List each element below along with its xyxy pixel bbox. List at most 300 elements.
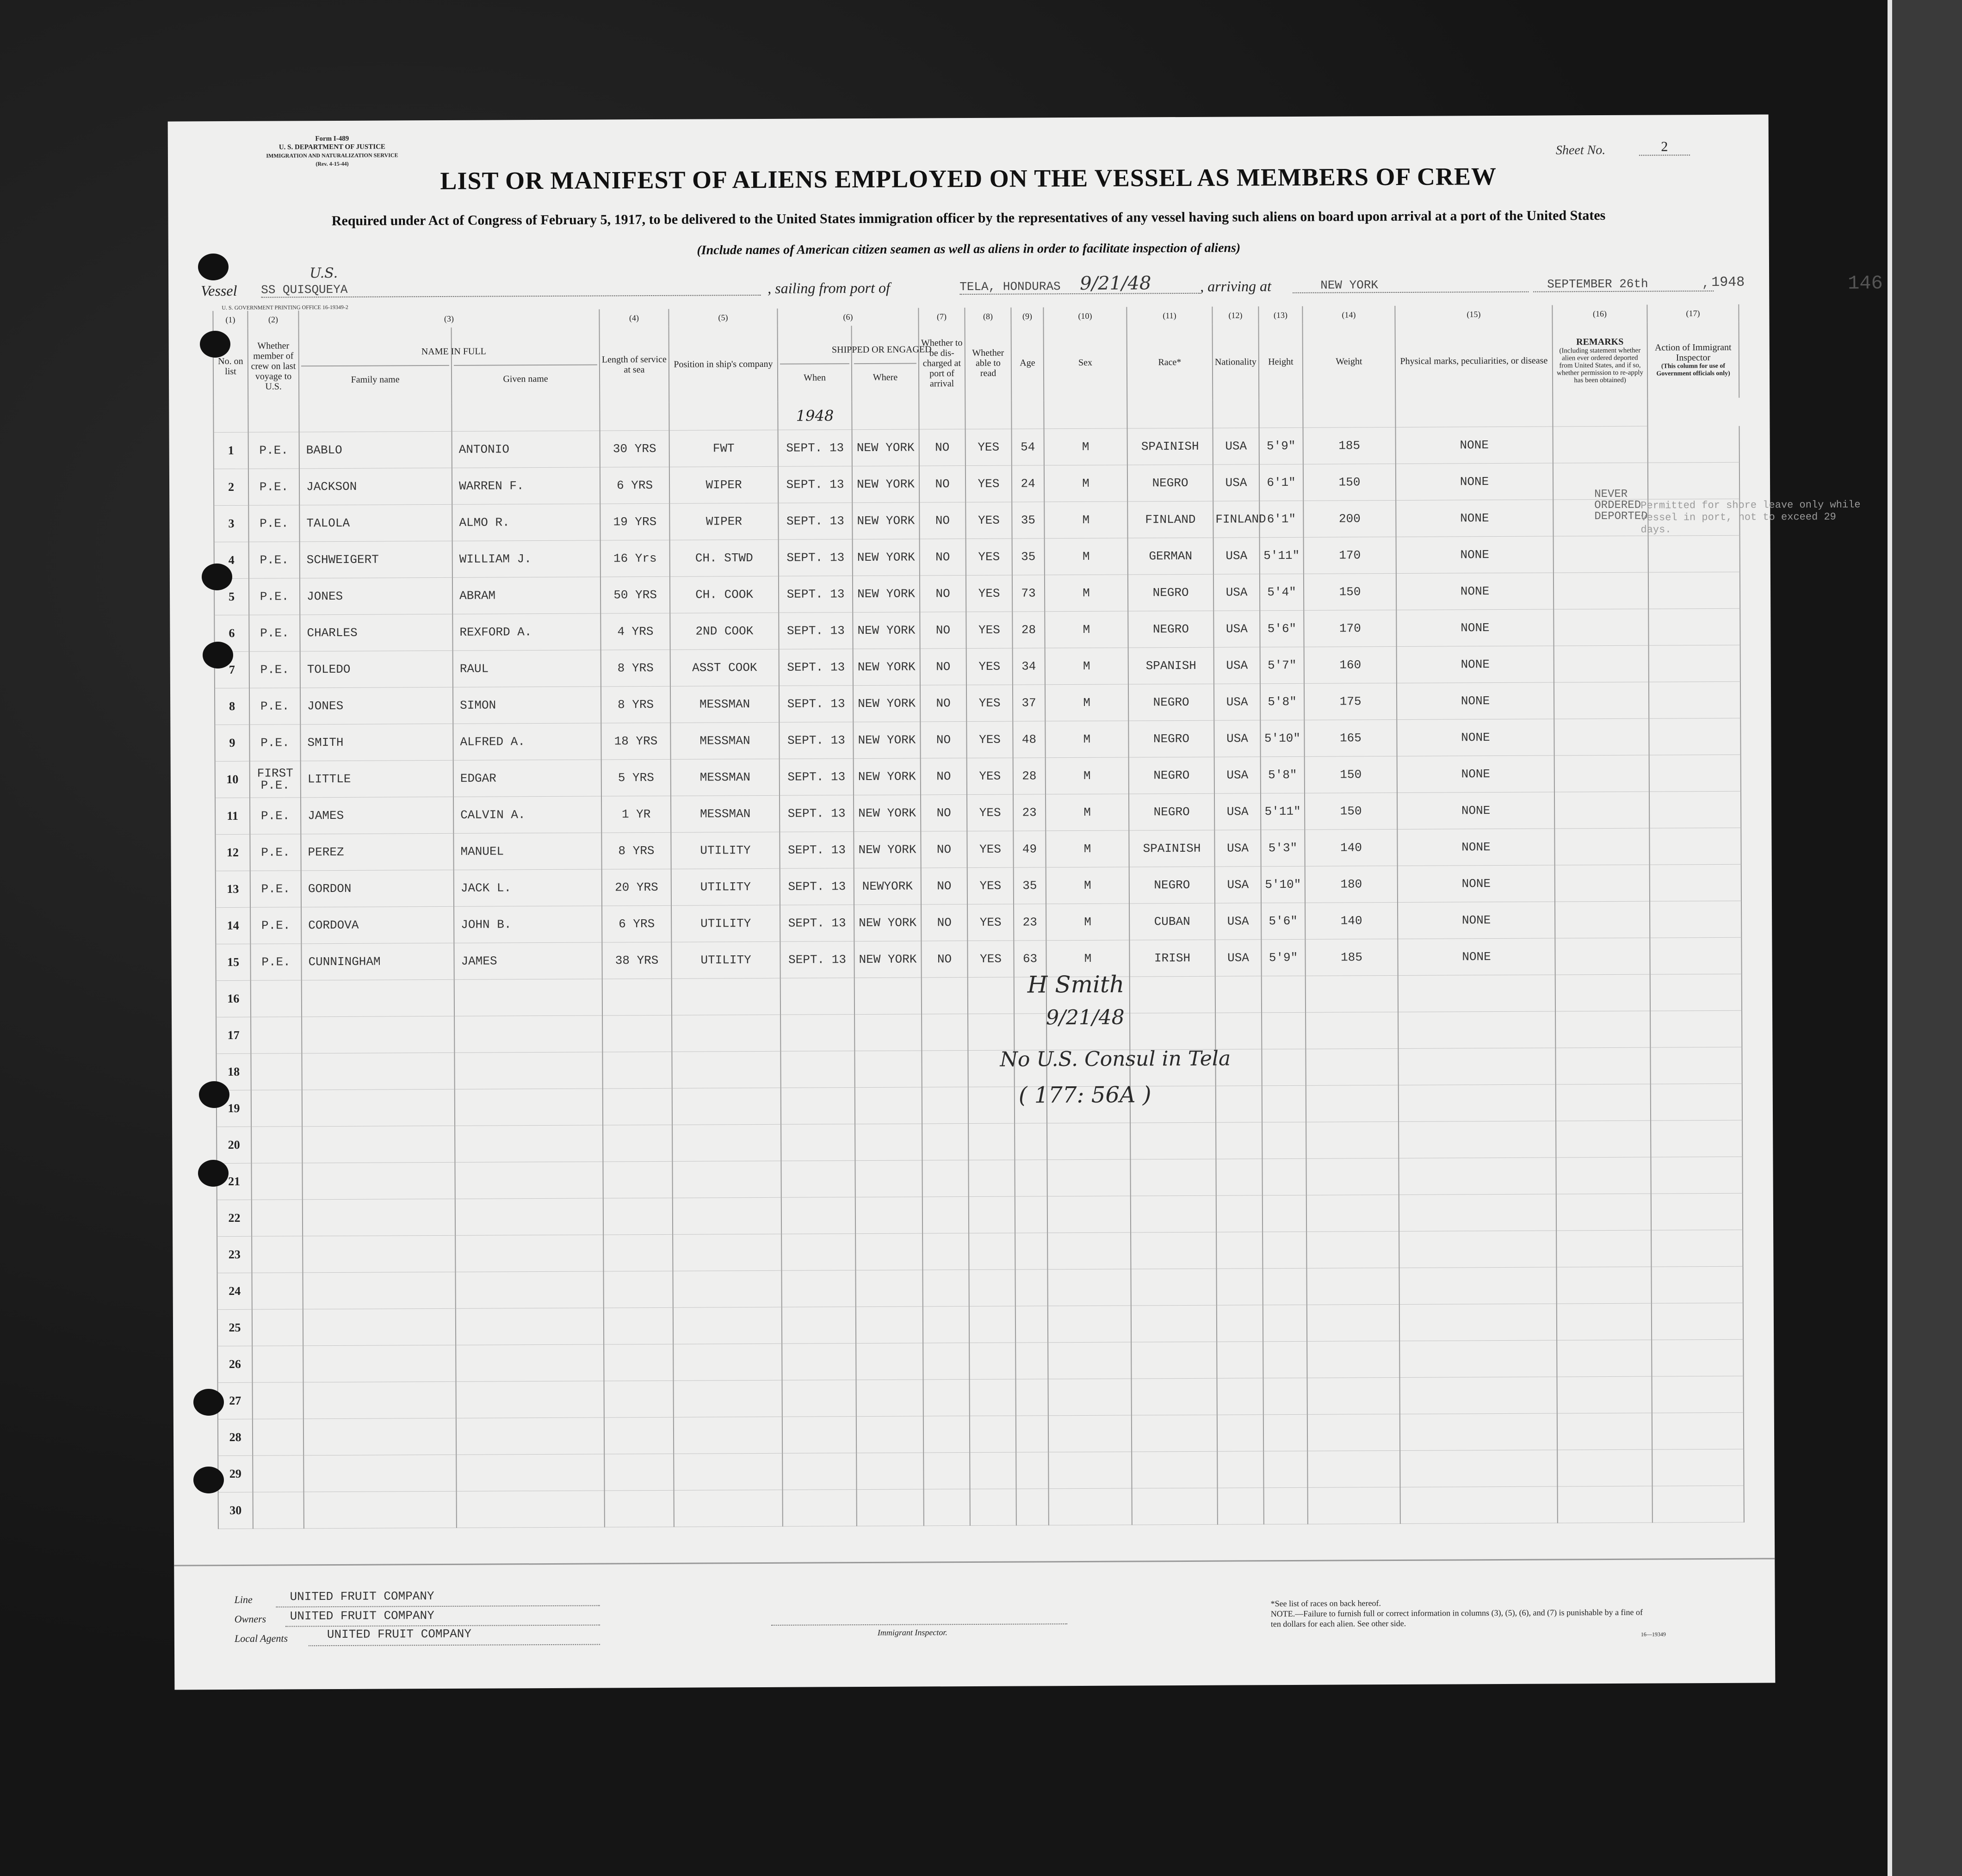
colnum-10: (10) [1043, 307, 1126, 325]
cell-age: 37 [1013, 685, 1045, 721]
header-weight: Weight [1303, 323, 1396, 400]
cell-physical: NONE [1396, 573, 1554, 610]
empty-cell [1306, 1048, 1398, 1085]
empty-cell [782, 1380, 856, 1417]
cell-remarks [1554, 609, 1648, 646]
row-number: 17 [216, 1017, 251, 1053]
empty-cell [303, 1199, 455, 1236]
cell-family: JAMES [301, 797, 453, 834]
header-given-name-label: Given name [454, 365, 597, 384]
cell-position: MESSMAN [671, 759, 780, 796]
empty-cell [253, 1382, 303, 1419]
empty-cell [1015, 1343, 1048, 1379]
cell-race: CUBAN [1129, 903, 1215, 940]
empty-cell [1216, 1195, 1263, 1232]
cell-age: 24 [1012, 465, 1044, 502]
cell-nationality: USA [1213, 428, 1259, 464]
cell-age: 35 [1014, 867, 1046, 904]
empty-cell [1650, 974, 1742, 1011]
remark-shore-leave: Permitted for shore leave only while vessel in port, not to exceed 29 days. [1640, 499, 1861, 536]
punch-hole [198, 1160, 229, 1187]
cell-length: 8 YRS [601, 832, 671, 869]
empty-cell [1307, 1341, 1399, 1378]
empty-cell [674, 1380, 782, 1417]
cell-where: NEW YORK [852, 466, 919, 503]
cell-height: 5'8" [1261, 756, 1305, 793]
empty-cell [1653, 1486, 1744, 1523]
empty-cell [252, 1309, 303, 1346]
empty-cell [454, 979, 602, 1016]
cell-position: UTILITY [671, 868, 780, 905]
document-title: LIST OR MANIFEST OF ALIENS EMPLOYED ON THE VESSEL AS MEMBERS OF CREW [440, 162, 1497, 195]
cell-race: SPAINISH [1129, 830, 1214, 867]
empty-cell [1047, 1159, 1130, 1196]
cell-when: SEPT. 13 [778, 503, 852, 540]
empty-cell [781, 1197, 855, 1234]
empty-cell [1216, 1269, 1263, 1305]
cell-position: WIPER [669, 466, 778, 503]
scan-edge-strip [1888, 0, 1962, 1876]
cell-position: UTILITY [671, 832, 780, 869]
empty-cell [781, 1270, 855, 1307]
empty-cell [1216, 1159, 1262, 1195]
cell-when: SEPT. 13 [779, 539, 853, 576]
cell-race: NEGRO [1128, 684, 1214, 721]
empty-cell [303, 1308, 456, 1345]
empty-cell [602, 1052, 672, 1089]
empty-cell [856, 1453, 923, 1490]
form-revision: (Rev. 4-15-44) [316, 160, 349, 167]
cell-member: P.E. [249, 578, 300, 615]
row-number: 22 [217, 1200, 252, 1236]
empty-cell [922, 1014, 968, 1051]
header-where [852, 325, 919, 402]
empty-cell [970, 1416, 1016, 1452]
cell-family: PEREZ [301, 833, 453, 870]
cell-weight: 170 [1304, 537, 1396, 574]
empty-cell [969, 1269, 1015, 1306]
empty-cell [603, 1088, 672, 1125]
crew-row [216, 864, 1741, 907]
crew-row [215, 718, 1740, 761]
empty-cell [1217, 1342, 1263, 1378]
remark-never-deported: NEVER ORDERED DEPORTED [1594, 488, 1648, 523]
cell-member: P.E. [249, 688, 300, 724]
cell-race: NEGRO [1127, 464, 1213, 502]
empty-cell [1262, 1158, 1306, 1195]
cell-given: ABRAM [452, 577, 600, 614]
cell-when: SEPT. 13 [780, 795, 854, 832]
empty-cell [1556, 1230, 1651, 1267]
empty-cell [604, 1381, 674, 1418]
empty-cell [302, 1053, 454, 1090]
empty-row [218, 1412, 1744, 1455]
empty-cell [1263, 1232, 1306, 1268]
empty-cell [1263, 1378, 1307, 1414]
empty-cell [251, 980, 302, 1017]
empty-cell [923, 1416, 970, 1453]
empty-cell [251, 1053, 302, 1090]
cell-where: NEW YORK [854, 904, 921, 941]
cell-discharged: NO [920, 612, 966, 649]
row-number: 27 [218, 1382, 253, 1419]
cell-when: SEPT. 13 [779, 613, 853, 650]
header-action [1647, 322, 1739, 398]
empty-cell [302, 1089, 455, 1126]
empty-cell [672, 978, 780, 1015]
empty-cell [1399, 1084, 1556, 1121]
empty-cell [855, 1270, 922, 1307]
colnum-6: (6) [777, 308, 918, 326]
cell-nationality: USA [1214, 830, 1261, 867]
cell-read: YES [966, 539, 1012, 575]
gov-printing-note: U. S. GOVERNMENT PRINTING OFFICE 16-19349-2 [222, 303, 348, 311]
empty-row [218, 1449, 1744, 1492]
empty-cell [922, 978, 968, 1014]
empty-cell [1650, 1047, 1742, 1084]
cell-given: ALFRED A. [453, 723, 601, 760]
cell-nationality: USA [1213, 464, 1259, 501]
empty-cell [1307, 1377, 1399, 1414]
cell-weight: 160 [1304, 646, 1397, 683]
empty-cell [922, 1270, 969, 1306]
empty-cell [1131, 1342, 1217, 1379]
cell-family: GORDON [301, 870, 454, 907]
empty-cell [1262, 976, 1306, 1012]
cell-remarks [1554, 792, 1649, 829]
cell-physical: NONE [1397, 755, 1554, 793]
sheet-number: 2 [1639, 139, 1690, 155]
cell-physical: NONE [1396, 463, 1553, 500]
empty-cell [970, 1489, 1016, 1525]
empty-cell [1047, 1269, 1131, 1306]
colnum-9: (9) [1011, 307, 1043, 325]
header-age: Age [1011, 325, 1044, 401]
empty-cell [1307, 1304, 1399, 1341]
empty-cell [855, 1197, 922, 1234]
vessel-name: SS QUISQUEYA [261, 281, 761, 298]
empty-cell [603, 1271, 673, 1308]
empty-cell [252, 1346, 303, 1382]
empty-cell [968, 1014, 1014, 1050]
colnum-2: (2) [248, 310, 298, 328]
empty-cell [1557, 1340, 1652, 1377]
row-number: 12 [215, 834, 250, 871]
empty-cell [923, 1453, 970, 1489]
punch-hole [203, 642, 233, 669]
cell-position: CH. COOK [670, 576, 779, 613]
cell-nationality: FINLAND [1213, 501, 1259, 538]
row-number: 7 [215, 651, 249, 688]
empty-cell [1399, 1377, 1557, 1414]
cell-weight: 185 [1303, 427, 1396, 464]
cell-action [1650, 937, 1741, 974]
cell-member: P.E. [249, 542, 300, 578]
empty-cell [1217, 1305, 1263, 1342]
empty-cell [672, 1088, 781, 1125]
empty-cell [1555, 1047, 1650, 1084]
empty-cell [1557, 1303, 1652, 1340]
cell-race: FINLAND [1127, 501, 1213, 538]
empty-cell [970, 1379, 1016, 1416]
header-length: Length of service at sea [600, 327, 669, 403]
empty-cell [1306, 1195, 1399, 1232]
header-name-in-full: NAME IN FULL [421, 346, 486, 357]
cell-sex: M [1046, 794, 1129, 831]
empty-cell [1047, 1232, 1131, 1269]
cell-read: YES [966, 465, 1012, 502]
empty-cell [856, 1343, 923, 1380]
cell-discharged: NO [919, 466, 966, 502]
cell-action [1648, 608, 1740, 645]
empty-cell [1216, 1122, 1262, 1159]
cell-sex: M [1045, 538, 1128, 575]
row-number: 18 [216, 1053, 251, 1090]
cell-family: TALOLA [299, 504, 452, 541]
cell-when: SEPT. 13 [779, 686, 853, 723]
punch-hole [198, 254, 229, 280]
empty-cell [856, 1306, 923, 1344]
empty-cell [1308, 1487, 1400, 1524]
header-action-label: Action of Immigrant Inspector [1654, 342, 1732, 363]
cell-given: EDGAR [453, 760, 601, 797]
empty-cell [1306, 1158, 1399, 1195]
cell-weight: 150 [1305, 756, 1397, 793]
empty-cell [1016, 1489, 1049, 1525]
crew-row [216, 937, 1741, 980]
empty-cell [1015, 1306, 1048, 1343]
cell-age: 54 [1012, 429, 1044, 465]
empty-cell [1048, 1306, 1131, 1343]
empty-cell [968, 1123, 1015, 1160]
cell-action [1648, 572, 1740, 609]
cell-sex: M [1046, 904, 1129, 941]
empty-cell [1306, 1085, 1399, 1122]
vessel-line [201, 265, 1883, 302]
cell-where: NEW YORK [853, 576, 920, 613]
manifest-footer [174, 1558, 1775, 1691]
colnum-5: (5) [668, 309, 777, 327]
punch-hole [193, 1389, 224, 1416]
row-number: 29 [218, 1455, 253, 1492]
empty-cell [1307, 1414, 1400, 1451]
empty-cell [1131, 1269, 1216, 1306]
department-name: U. S. DEPARTMENT OF JUSTICE [279, 143, 385, 151]
empty-cell [1306, 1121, 1399, 1158]
cell-remarks [1555, 938, 1650, 975]
crew-row [214, 499, 1739, 542]
cell-nationality: USA [1214, 684, 1260, 720]
cell-age: 35 [1012, 539, 1045, 575]
cell-remarks [1555, 901, 1650, 938]
cell-position: MESSMAN [670, 722, 779, 759]
empty-cell [969, 1233, 1015, 1269]
empty-cell [780, 978, 854, 1015]
header-action-note: (This column for use of Government officials only) [1656, 362, 1730, 378]
cell-weight: 180 [1305, 866, 1398, 903]
cell-read: YES [967, 867, 1014, 904]
cell-length: 8 YRS [601, 686, 670, 723]
colnum-8: (8) [965, 308, 1011, 325]
cell-given: WARREN F. [452, 467, 600, 504]
cell-height: 6'1" [1259, 501, 1303, 537]
cell-read: YES [966, 429, 1012, 465]
cell-family: JACKSON [299, 468, 452, 505]
cell-nationality: USA [1214, 757, 1261, 793]
empty-cell [854, 1014, 922, 1051]
empty-cell [922, 1051, 968, 1087]
empty-cell [1215, 1013, 1262, 1049]
empty-cell [674, 1417, 782, 1454]
cell-given: WILLIAM J. [452, 540, 600, 577]
cell-when: SEPT. 13 [779, 649, 853, 686]
signature-date: 9/21/48 [1046, 1005, 1125, 1030]
row-number: 19 [217, 1090, 251, 1127]
empty-cell [252, 1236, 303, 1273]
empty-cell [672, 1124, 781, 1161]
header-discharged: Whether to be dis- charged at port of arrival [919, 325, 966, 401]
empty-cell [603, 1125, 672, 1162]
empty-cell [922, 1233, 969, 1270]
colnum-3: (3) [298, 309, 599, 328]
empty-cell [854, 978, 922, 1015]
empty-cell [1557, 1449, 1652, 1486]
empty-cell [674, 1453, 782, 1490]
cell-remarks [1554, 645, 1649, 682]
empty-cell [303, 1381, 456, 1418]
empty-cell [672, 1051, 780, 1088]
colnum-1: (1) [213, 311, 248, 328]
cell-race: GERMAN [1128, 538, 1213, 575]
arrival-port: NEW YORK [1293, 278, 1529, 293]
empty-cell [604, 1454, 674, 1491]
empty-cell [854, 1051, 922, 1088]
empty-cell [602, 978, 672, 1015]
empty-cell [1217, 1415, 1263, 1451]
cell-family: BABLO [299, 431, 452, 468]
cell-weight: 140 [1305, 829, 1397, 866]
cell-race: IRISH [1129, 940, 1215, 977]
colnum-11: (11) [1126, 307, 1212, 325]
empty-cell [454, 1015, 602, 1053]
cell-discharged: NO [920, 722, 966, 758]
cell-length: 38 YRS [602, 942, 671, 979]
row-number: 2 [214, 469, 248, 505]
cell-action [1648, 426, 1739, 463]
punch-hole [202, 563, 232, 590]
cell-nationality: USA [1214, 720, 1260, 757]
empty-cell [1262, 1122, 1306, 1158]
crew-row [215, 791, 1741, 834]
header-shipped: SHIPPED OR ENGAGED [831, 344, 932, 355]
empty-cell [782, 1417, 856, 1454]
row-number: 5 [214, 578, 249, 615]
cell-given: JACK L. [454, 869, 602, 906]
empty-cell [1557, 1376, 1652, 1413]
empty-cell [1556, 1157, 1651, 1194]
header-nationality: Nationality [1213, 324, 1259, 400]
empty-row [217, 1303, 1743, 1346]
sheet-label: Sheet No. [1555, 143, 1606, 158]
colnum-4: (4) [599, 309, 668, 327]
empty-row [216, 974, 1742, 1017]
cell-length: 16 Yrs [600, 540, 670, 577]
cell-age: 23 [1013, 794, 1046, 831]
empty-cell [782, 1344, 856, 1381]
empty-cell [1306, 1231, 1399, 1268]
empty-cell [1048, 1342, 1131, 1379]
footer-races-note: *See list of races on back hereof. [1270, 1598, 1381, 1609]
empty-cell [673, 1234, 781, 1271]
empty-cell [780, 1051, 854, 1088]
cell-given: CALVIN A. [453, 796, 601, 833]
cell-height: 5'11" [1260, 537, 1304, 574]
empty-cell [969, 1343, 1015, 1379]
cell-physical: NONE [1397, 682, 1554, 719]
empty-cell [303, 1418, 456, 1455]
empty-cell [783, 1490, 857, 1527]
cell-weight: 165 [1304, 719, 1397, 756]
cell-length: 50 YRS [600, 576, 670, 613]
empty-cell [672, 1161, 781, 1198]
cell-height: 5'9" [1259, 427, 1303, 464]
footer-agents-rule [309, 1643, 600, 1647]
empty-cell [922, 1160, 968, 1197]
empty-cell [302, 1162, 455, 1199]
cell-position: MESSMAN [670, 686, 779, 723]
header-given-name [452, 327, 600, 403]
arrival-year-comma: , [1702, 277, 1709, 291]
header-race: Race* [1127, 324, 1213, 401]
empty-cell [455, 1198, 603, 1235]
cell-weight: 150 [1305, 793, 1397, 830]
cell-physical: NONE [1397, 829, 1554, 866]
empty-cell [602, 1015, 672, 1052]
cell-age: 73 [1012, 575, 1045, 612]
empty-cell [1215, 976, 1262, 1013]
row-number: 15 [216, 944, 250, 980]
empty-cell [855, 1160, 922, 1197]
cell-discharged: NO [921, 941, 967, 978]
empty-cell [1015, 1123, 1047, 1160]
cell-physical: NONE [1396, 609, 1554, 646]
crew-row [215, 645, 1740, 688]
arrival-year: 1948 [1711, 274, 1745, 291]
cell-sex: M [1044, 465, 1127, 502]
footer-line-label: Line [234, 1593, 253, 1605]
empty-cell [1130, 1122, 1216, 1159]
cell-race: NEGRO [1129, 757, 1214, 794]
empty-cell [456, 1308, 604, 1345]
empty-cell [1263, 1451, 1307, 1487]
cell-sex: M [1046, 830, 1129, 867]
empty-cell [1555, 1011, 1650, 1048]
footer-inspector-label: Immigrant Inspector. [877, 1628, 947, 1637]
cell-length: 6 YRS [602, 905, 671, 942]
empty-cell [454, 1052, 602, 1089]
header-remarks-label: REMARKS [1576, 336, 1624, 347]
cell-discharged: NO [919, 502, 966, 539]
cell-read: YES [966, 685, 1013, 721]
cell-member: P.E. [249, 724, 300, 761]
header-family-name [299, 328, 486, 404]
empty-row [216, 1010, 1742, 1053]
empty-cell [856, 1416, 923, 1453]
cell-family: LITTLE [301, 760, 453, 797]
empty-cell [1399, 1304, 1557, 1341]
cell-physical: NONE [1396, 500, 1553, 537]
empty-cell [302, 979, 454, 1016]
